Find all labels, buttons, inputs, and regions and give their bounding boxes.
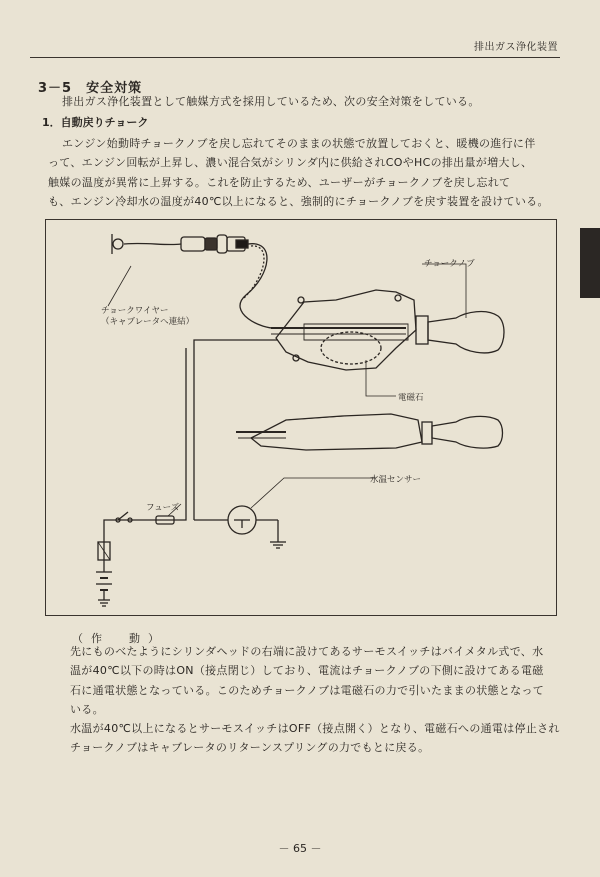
knob-collar — [416, 316, 428, 344]
operation-heading: （作 動） — [72, 632, 167, 645]
label-electromagnet: 電磁石 — [398, 393, 424, 403]
wire-connector — [181, 237, 205, 251]
choke-wire-inner — [124, 243, 181, 244]
leader-choke-knob — [422, 264, 466, 318]
subsection-title: 1．自動戻りチョーク — [42, 116, 149, 129]
section-number: 3－5 — [38, 81, 73, 96]
mount-bolt-1 — [298, 297, 304, 303]
mount-bolt-2 — [395, 295, 401, 301]
operation-line: 水温が40℃以上になるとサーモスイッチはOFF（接点開く）となり、電磁石への通電は停止され — [70, 722, 560, 736]
operation-line: 石に通電状態となっている。このためチョークノブは電磁石の力で引いたままの状態となって — [70, 683, 545, 697]
operation-line: いる。 — [70, 702, 104, 716]
operation-description — [70, 642, 560, 758]
choke-cable-outer — [244, 246, 264, 298]
leader-water-sensor — [251, 478, 376, 508]
lower-knob-collar — [422, 422, 432, 444]
lower-edge — [286, 416, 346, 420]
diagram-drawing — [46, 220, 556, 615]
wire-tip — [236, 240, 248, 248]
section-intro: 排出ガス浄化装置として触媒方式を採用しているため、次の安全対策をしている。 — [62, 95, 480, 108]
operation-line: 温が40℃以下の時はON（接点閉じ）しており、電流はチョークノブの下側に設けてある電磁 — [70, 664, 544, 678]
choke-system-diagram — [45, 219, 557, 616]
label-choke-knob: チョークノブ — [424, 259, 475, 269]
choke-knob-lower — [432, 416, 503, 448]
header-rule — [30, 57, 560, 58]
description-line: 触媒の温度が異常に上昇する。これを防止するため、ユーザーがチョークノブを戻し忘れて — [48, 175, 511, 189]
choke-cable — [240, 244, 278, 328]
switch-lever — [118, 512, 128, 520]
wire-ring — [217, 235, 227, 253]
page-number: － 65 － — [278, 842, 322, 855]
leader-electromagnet — [366, 360, 396, 396]
description-line: って、エンジン回転が上昇し、濃い混合気がシリンダ内に供給されCOやHCの排出量が増大し、 — [48, 156, 533, 170]
wire-collar — [205, 238, 217, 250]
section-title-text: 安全対策 — [86, 81, 143, 96]
label-choke-wire: チョークワイヤー — [101, 306, 169, 316]
leader-choke-wire — [108, 266, 131, 306]
label-fuse: フューズ — [146, 503, 180, 513]
description-line: も、エンジン冷却水の温度が40℃以上になると、強制的にチョークノブを戻す装置を設けている。 — [48, 194, 549, 208]
label-choke-wire-note: （キャブレータへ連結） — [101, 317, 195, 327]
electromagnet-outline — [321, 332, 381, 364]
wire-end-eyelet — [113, 239, 123, 249]
operation-line: 先にものべたようにシリンダヘッドの右端に設けてあるサーモスイッチはバイメタル式で、水 — [70, 645, 544, 658]
header-section-label: 排出ガス浄化装置 — [474, 42, 558, 53]
description-line: エンジン始動時チョークノブを戻し忘れてそのままの状態で放置しておくと、暖機の進行に伴 — [62, 137, 536, 150]
operation-line: チョークノブはキャブレータのリターンスプリングの力でもとに戻る。 — [70, 741, 430, 755]
subsection-description — [48, 134, 562, 211]
label-water-temp-sensor: 水温センサー — [370, 475, 422, 485]
choke-body-upper — [276, 290, 416, 370]
chapter-index-tab — [580, 228, 600, 298]
